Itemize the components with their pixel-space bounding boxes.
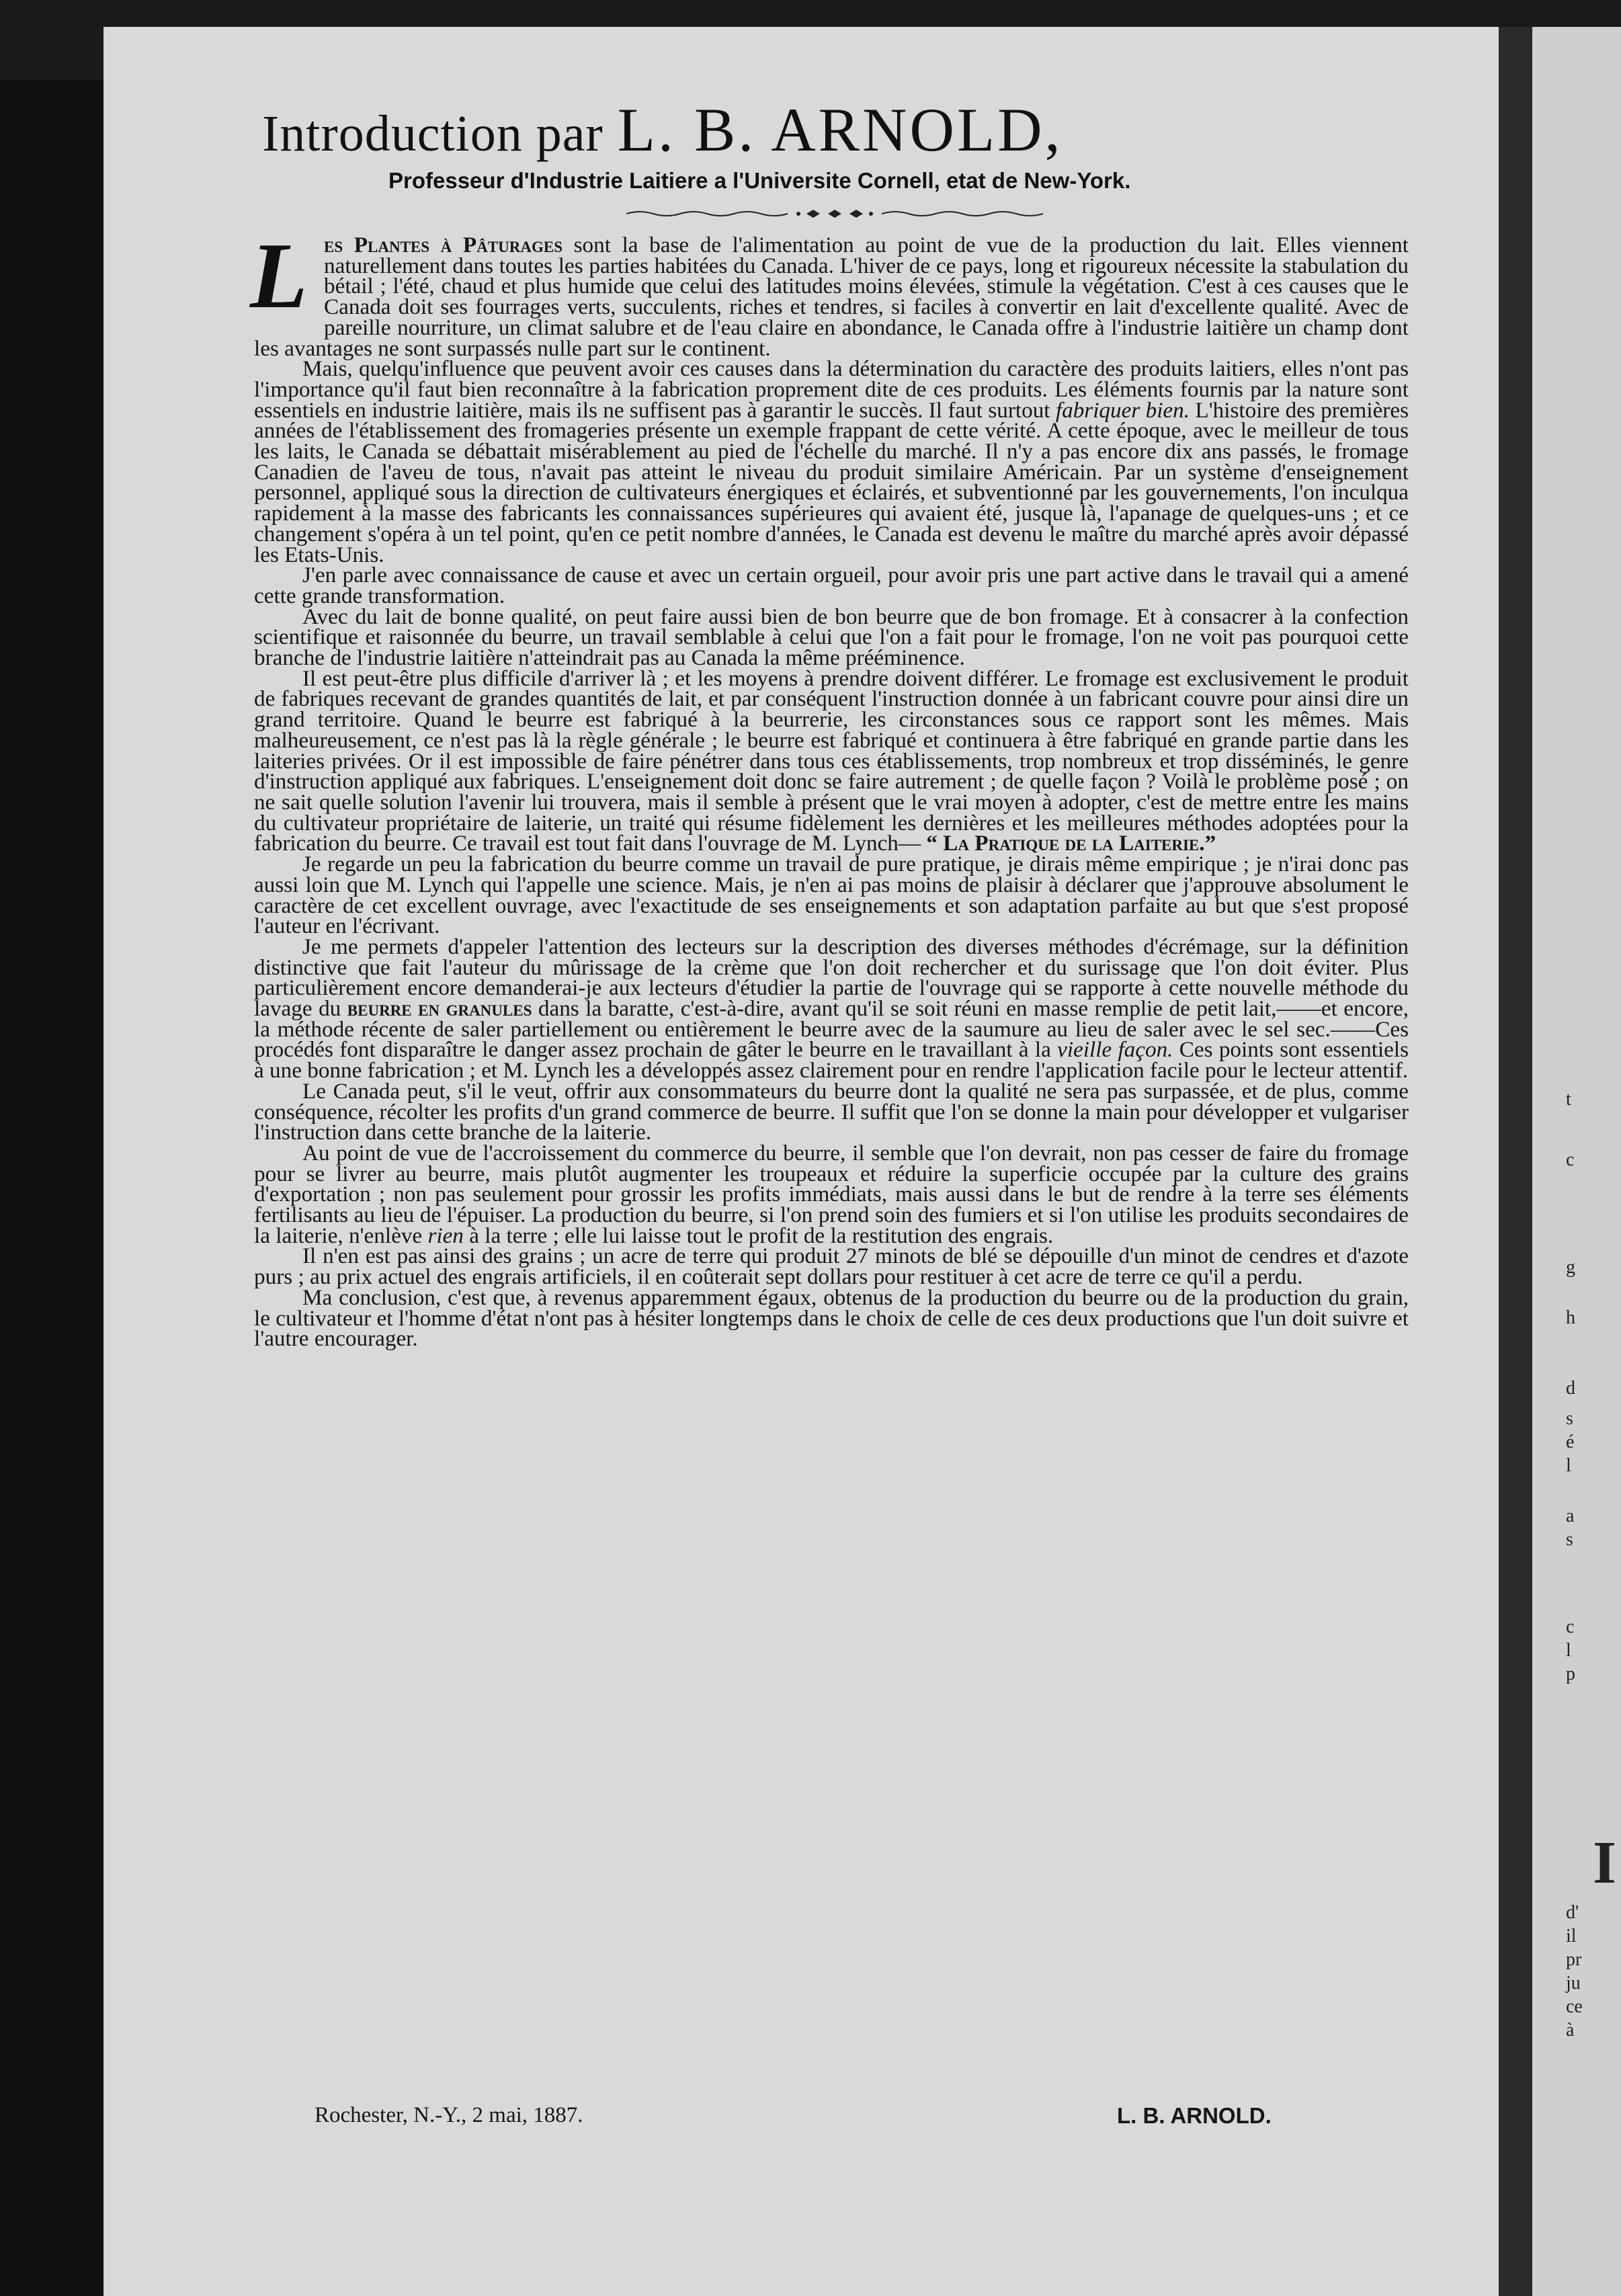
paragraph-text: dans la baratte, c'est-à-dire, avant qu'il se soit réuni en masse remplie de petit lait,——et encore, la méthode récente de saler partiellement ou entièrement le beurre avec de la saumure au lieu de saler avec le sel sec.——Ces procédés font disparaître le danger assez prochain de gâter le beurre en le travaillant à la (254, 996, 1409, 1063)
paragraph-text: Le Canada peut, s'il le veut, offrir aux consommateurs du beurre dont la qualité ne sera pas surpassée, et de plus, comme conséquence, récolter les profits d'un grand commerce de beurre. Il suffit que l'on se donne la main pour développer et vulgariser l'instruction dans cette branche de la laiterie. (254, 1078, 1409, 1145)
adjacent-fragment: é (1566, 1432, 1575, 1452)
paragraph-text: Il est peut-être plus difficile d'arriver là ; et les moyens à prendre doivent différer. Le fromage est exclusivement le produit de fabriques recevant de grandes quantités de lait, et par conséquent l'instruction donnée à un fabricant couvre pour ainsi dire un grand territoire. Quand le beurre est fabriqué à la beurrerie, les circonstances sous ce rapport sont les mêmes. Mais malheureusement, ce n'est pas là la règle générale ; le beurre est fabriqué et continuera à être fabriqué en grande partie dans les laiteries privées. Or il est impossible de faire pénétrer dans tous ces établissements, trop nombreux et trop disséminés, le genre d'instruction appliqué aux fabriques. L'enseignement doit donc se faire autrement ; de quelle façon ? Voilà le problème posé ; on ne sait quelle solution l'avenir lui trouvera, mais il semble à présent que le vrai moyen à adopter, c'est de mettre entre les mains du cultivateur propriétaire de laiterie, un traité qui résume fidèlement les dernières et les meilleures méthodes adoptées pour la fabrication du beurre. Ce travail est tout fait dans l'ouvrage de M. Lynch— (254, 665, 1409, 856)
adjacent-fragment: d' (1566, 1902, 1579, 1923)
small-caps-term: beurre en granules (347, 996, 532, 1022)
page-subtitle: Professeur d'Industrie Laitiere a l'Universite Cornell, etat de New-York. (388, 168, 1131, 193)
adjacent-fragment: c (1566, 1149, 1575, 1170)
adjacent-fragment: t (1566, 1089, 1571, 1110)
adjacent-fragment: s (1566, 1408, 1573, 1429)
place-and-date: Rochester, N.-Y., 2 mai, 1887. (315, 2103, 583, 2127)
decorative-rule (626, 207, 1043, 220)
adjacent-fragment: pr (1566, 1949, 1582, 1970)
adjacent-fragment: à (1566, 2020, 1575, 2041)
paragraph (254, 356, 1409, 567)
adjacent-fragment: l (1566, 1455, 1571, 1476)
paragraph (254, 1140, 1409, 1248)
adjacent-fragment: ce (1566, 1996, 1583, 2017)
paragraph-text: Je regarde un peu la fabrication du beurre comme un travail de pure pratique, je dirais même empirique ; je n'irai donc pas aussi loin que M. Lynch qui l'appelle une science. Mais, je n'en ai pas moins de plaisir à déclarer que j'approuve absolument le caractère de cet excellent ouvrage, avec l'exactitude de ses enseignements et son adaptation parfaite au but que s'est proposé l'auteur en l'écrivant. (254, 852, 1409, 939)
page-gutter (1499, 27, 1532, 2296)
paragraph (254, 1243, 1409, 1290)
adjacent-fragment: g (1566, 1257, 1575, 1278)
page-title (262, 94, 1405, 165)
adjacent-fragment: h (1566, 1307, 1575, 1328)
drop-cap: L (250, 224, 308, 328)
adjacent-fragment: c (1566, 1616, 1575, 1637)
signature-line (254, 2103, 1409, 2130)
introduction-body (250, 224, 1409, 1352)
paragraph (250, 224, 1409, 361)
paragraph-text: L'histoire des premières années de l'établissement des fromageries présente un exemple frappant de cette vérité. A cette époque, avec le meilleur de tous les laits, le Canada se débattait misérablement au pied de l'échelle du marché. Il n'y a pas encore dix ans passés, le fromage Canadien de l'aveu de tous, n'avait pas atteint le niveau du produit similaire Américain. Par un système d'enseignement personnel, appliqué sous la direction de cultivateurs énergiques et éclairés, et subventionné par les gouvernements, l'on inculqua rapidement à la masse des fabricants les connaissances supérieures qui avaient été, jusque là, l'apanage de quelques-uns ; et ce changement s'opéra à un tel point, qu'en ce petit nombre d'années, le Canada est devenu le maître du marché après avoir dépassé les Etats-Unis. (254, 397, 1409, 567)
paragraph-text: Mais, quelqu'influence que peuvent avoir ces causes dans la détermination du caractère des produits laitiers, elles n'ont pas l'importance qu'il faut bien reconnaître à la fabrication proprement dite de ces produits. Les éléments fournis par la nature sont essentiels en industrie laitière, mais ils ne suffisent pas à garantir le succès. Il faut surtout (254, 356, 1409, 423)
adjacent-fragment: s (1566, 1529, 1573, 1550)
opening-small-caps: es Plantes à Pâturages (324, 233, 563, 257)
paragraph (254, 1284, 1409, 1352)
emphasis-text: vieille façon. (1057, 1037, 1173, 1063)
paragraph-text: à la terre ; elle lui laisse tout le profit de la restitution des engrais. (469, 1223, 1054, 1248)
paragraph-text: Il n'en est pas ainsi des grains ; un acre de terre qui produit 27 minots de blé se dépouille d'un minot de cendres et d'azote purs ; au prix actuel des engrais artificiels, il en coûterait sept dollars pour restituer à cet acre de terre ce qu'il a perdu. (254, 1243, 1409, 1290)
paragraph-text: Je me permets d'appeler l'attention des lecteurs sur la description des diverses méthodes d'écrémage, sur la définition distinctive que fait l'auteur du mûrissage de la crème que l'on doit rechercher et du surissage que l'on doit éviter. Plus particulièrement encore demanderai-je aux lecteurs d'étudier la partie de l'ouvrage qui se rapporte à cette nouvelle méthode du lavage du (254, 934, 1409, 1022)
paragraph (254, 934, 1409, 1083)
paragraph (254, 854, 1409, 937)
adjacent-fragment: d (1566, 1378, 1575, 1399)
title-author-name: L. B. ARNOLD, (617, 95, 1063, 164)
title-prefix: Introduction par (262, 106, 604, 162)
book-title-small-caps: “ La Pratique de la Laiterie.” (926, 831, 1216, 856)
emphasis-text: fabriquer bien. (1055, 397, 1190, 423)
paragraph-text: Ma conclusion, c'est que, à revenus apparemment égaux, obtenus de la production du beurre ou de la production du grain, le cultivateur et l'homme d'état n'ont pas à hésiter longtemps dans le choix de celle de ces deux productions que l'un doit suivre et l'autre encourager. (254, 1284, 1409, 1352)
paragraph (254, 665, 1409, 856)
paragraph (254, 604, 1409, 671)
adjacent-fragment: ju (1566, 1973, 1581, 1994)
paragraph-text: sont la base de l'alimentation au point de vue de la production du lait. Elles viennent naturellement dans toutes les parties habitées du Canada. L'hiver de ce pays, long et rigoureux nécessite la stabulation du bétail ; l'été, chaud et plus humide que celui des latitudes moins élevées, stimule la végétation. C'est à ces causes que le Canada doit ses fourrages verts, succulents, riches et tendres, si faciles à convertir en lait d'excellente qualité. Avec de pareille nourriture, un climat salubre et de l'eau claire en abondance, le Canada offre à l'industrie laitière un champ dont les avantages ne sont surpassés nulle part sur le continent. (254, 233, 1409, 361)
adjacent-fragment: l (1566, 1640, 1571, 1661)
emphasis-text: rien (427, 1223, 464, 1248)
paragraph-text: J'en parle avec connaissance de cause et avec un certain orgueil, pour avoir pris une part active dans le travail qui a amené cette grande transformation. (254, 563, 1409, 608)
signature-author: L. B. ARNOLD. (1117, 2103, 1272, 2128)
adjacent-fragment: a (1566, 1506, 1575, 1526)
adjacent-fragment: p (1566, 1664, 1575, 1684)
paragraph-text: Avec du lait de bonne qualité, on peut faire aussi bien de bon beurre que de bon fromage. Et à consacrer à la confection scientifique et raisonnée du beurre, un travail semblable à celui que l'on a fait pour le fromage, l'on ne voit pas pourquoi cette branche de l'industrie laitière n'atteindrait pas au Canada la même prééminence. (254, 604, 1409, 671)
paragraph-text: Au point de vue de l'accroissement du commerce du beurre, il semble que l'on devrait, non pas cesser de faire du fromage pour se livrer au beurre, mais plutôt augmenter les troupeaux et réduire la superficie occupée par la culture des grains d'exportation ; non pas seulement pour grossir les profits immédiats, mais aussi dans le but de rendre à la terre ses éléments fertilisants au lieu de l'épuiser. La production du beurre, si l'on prend soin des fumiers et si l'on utilise les produits secondaires de la laiterie, n'enlève (254, 1140, 1409, 1248)
paragraph (254, 1078, 1409, 1145)
paragraph-text: Ces points sont essentiels à une bonne fabrication ; et M. Lynch les a développés assez clairement pour en rendre l'application facile pour le lecteur attentif. (254, 1037, 1409, 1083)
paragraph (254, 565, 1409, 606)
adjacent-fragment: il (1566, 1926, 1577, 1946)
adjacent-fragment: I (1593, 1830, 1617, 1896)
